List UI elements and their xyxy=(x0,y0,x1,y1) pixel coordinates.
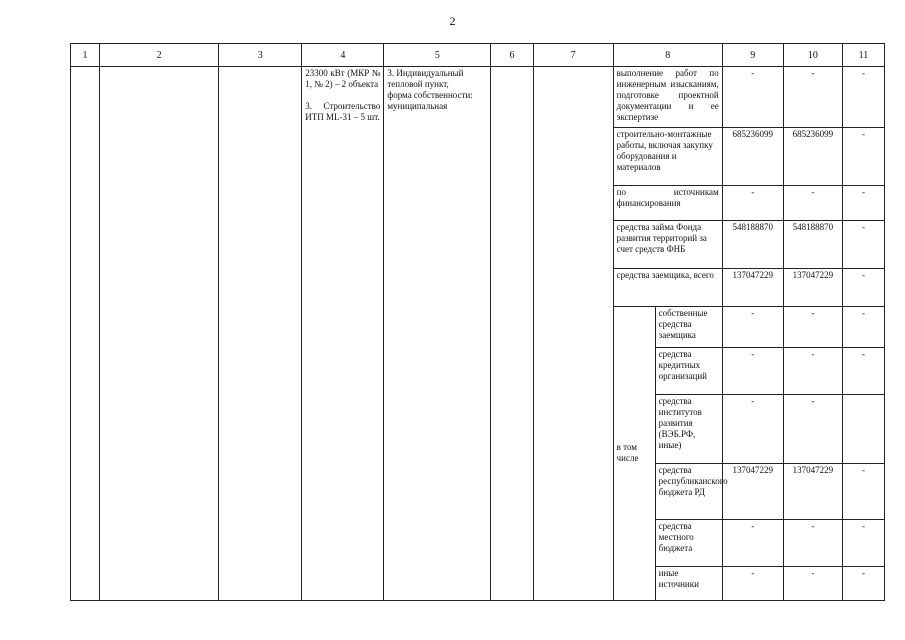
subrow-label: иные источники xyxy=(655,567,722,601)
header-col-5: 5 xyxy=(384,44,491,67)
financing-table xyxy=(70,43,885,601)
subrow-value-col-9: - xyxy=(722,394,783,463)
row-value-col-9: 137047229 xyxy=(722,269,783,307)
header-col-8: 8 xyxy=(613,44,722,67)
in-number-label: в том числе xyxy=(613,306,655,600)
row-value-col-9: 548188870 xyxy=(722,221,783,269)
cell-col-2 xyxy=(100,67,219,601)
row-label: по источникам финансирования xyxy=(613,185,722,221)
subrow-value-col-10: 137047229 xyxy=(783,463,842,519)
subrow-label: средства республиканского бюджета РД xyxy=(655,463,722,519)
row-label: средства заемщика, всего xyxy=(613,269,722,307)
subrow-value-col-11: - xyxy=(842,567,884,601)
header-col-2: 2 xyxy=(100,44,219,67)
subrow-value-col-9: - xyxy=(722,567,783,601)
row-value-col-9: 685236099 xyxy=(722,127,783,185)
row-value-col-9: - xyxy=(722,185,783,221)
subrow-value-col-11 xyxy=(842,394,884,463)
cell-col-3 xyxy=(219,67,302,601)
header-row xyxy=(71,44,885,67)
header-col-7: 7 xyxy=(533,44,613,67)
subrow-value-col-9: 137047229 xyxy=(722,463,783,519)
subrow-label: собственные средства заемщика xyxy=(655,306,722,348)
subrow-value-col-9: - xyxy=(722,519,783,567)
header-col-11: 11 xyxy=(842,44,884,67)
cell-col-7 xyxy=(533,67,613,601)
object-description-text: 3. Индивидуальный тепловой пункт, форма собственности: муниципальная xyxy=(384,67,491,601)
row-value-col-10: 548188870 xyxy=(783,221,842,269)
subrow-value-col-9: - xyxy=(722,348,783,395)
row-label: средства займа Фонда развития территорий за счет средств ФНБ xyxy=(613,221,722,269)
header-col-9: 9 xyxy=(722,44,783,67)
subrow-label: средства институтов развития (ВЭБ.РФ, иные) xyxy=(655,394,722,463)
row-value-col-11: - xyxy=(842,185,884,221)
subrow-value-col-10: - xyxy=(783,519,842,567)
subrow-value-col-11: - xyxy=(842,306,884,348)
subrow-label: средства местного бюджета xyxy=(655,519,722,567)
header-col-1: 1 xyxy=(71,44,100,67)
row-value-col-11: - xyxy=(842,67,884,128)
row-value-col-11: - xyxy=(842,269,884,307)
subrow-value-col-10: - xyxy=(783,567,842,601)
subrow-label: средства кредитных организаций xyxy=(655,348,722,395)
cell-col-1 xyxy=(71,67,100,601)
cell-col-6 xyxy=(491,67,533,601)
row-value-col-11: - xyxy=(842,221,884,269)
subrow-value-col-11: - xyxy=(842,519,884,567)
header-col-4: 4 xyxy=(302,44,384,67)
header-col-10: 10 xyxy=(783,44,842,67)
row-value-col-9: - xyxy=(722,67,783,128)
subrow-value-col-10: - xyxy=(783,394,842,463)
row-value-col-10: - xyxy=(783,67,842,128)
table-row xyxy=(71,67,885,128)
subrow-value-col-11: - xyxy=(842,463,884,519)
subrow-value-col-10: - xyxy=(783,306,842,348)
page-number: 2 xyxy=(449,14,456,28)
row-label: выполнение работ по инженерным изысканиям, подготовке проектной документации и ее экспертизе xyxy=(613,67,722,128)
subrow-value-col-11: - xyxy=(842,348,884,395)
row-label: строительно-монтажные работы, включая закупку оборудования и материалов xyxy=(613,127,722,185)
row-value-col-10: 137047229 xyxy=(783,269,842,307)
subrow-value-col-10: - xyxy=(783,348,842,395)
capacity-and-construction-text: 23300 кВт (МКР № 1, № 2) – 2 объекта 3. Строительство ИТП ML-31 – 5 шт. xyxy=(302,67,384,601)
row-value-col-10: 685236099 xyxy=(783,127,842,185)
header-col-6: 6 xyxy=(491,44,533,67)
row-value-col-10: - xyxy=(783,185,842,221)
subrow-value-col-9: - xyxy=(722,306,783,348)
row-value-col-11: - xyxy=(842,127,884,185)
header-col-3: 3 xyxy=(219,44,302,67)
